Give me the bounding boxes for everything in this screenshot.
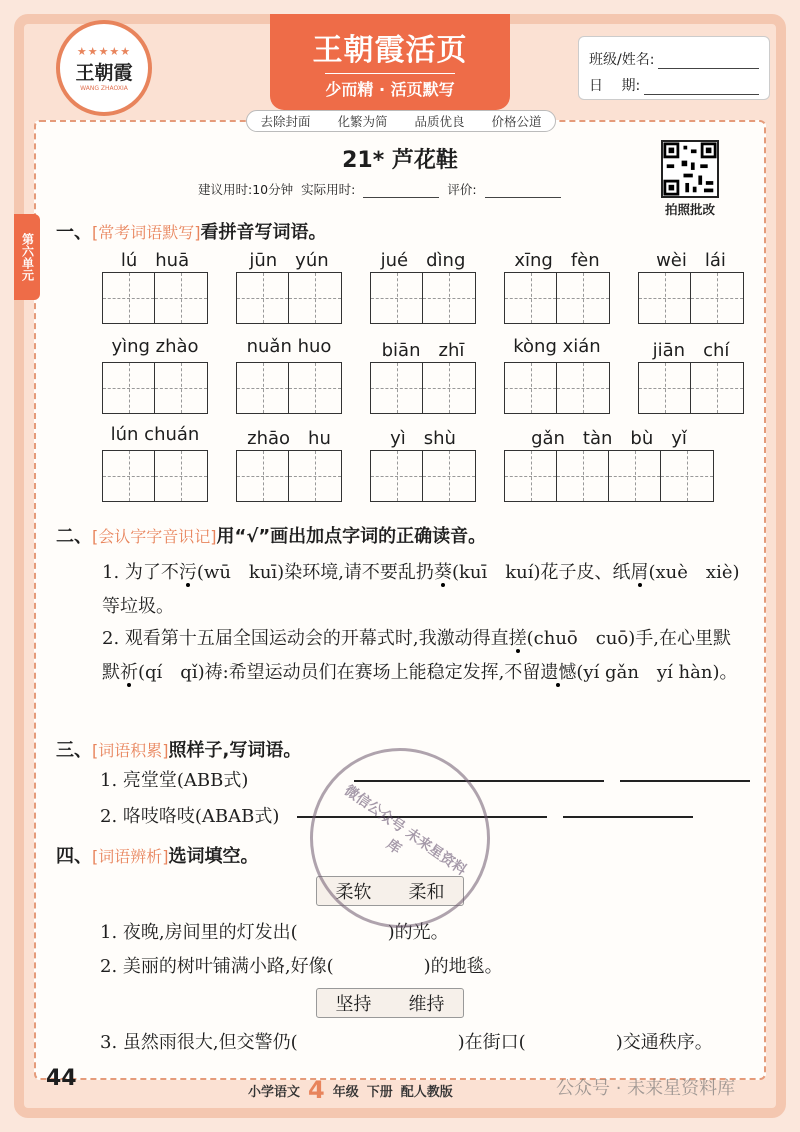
text: )在街口( [457,1032,526,1053]
character-boxes [638,272,744,324]
tianzige-cell[interactable] [557,273,609,323]
section4-num: 四、 [56,846,92,867]
dotted-char: 污 [178,562,197,583]
word-choice-box-2 [316,988,464,1018]
pinyin-item [102,336,208,414]
pinyin-item [370,336,476,414]
pinyin-text: nuǎn huo [246,336,332,357]
section3-num: 三、 [56,740,92,761]
pinyin-text: gǎn tàn bù yǐ [531,428,687,449]
pinyin-item [236,336,342,414]
section1-instruction: 看拼音写词语。 [200,222,327,243]
footer-subject: 小学语文 [248,1084,301,1100]
footer-term: 下册 [366,1084,393,1100]
tianzige-cell[interactable] [237,451,289,501]
slogan-item: 价格公道 [491,114,542,129]
text: (wū kuī)染环境,请不要乱扔 [196,562,434,583]
rating-blank[interactable] [485,186,561,198]
section2-heading [56,522,486,548]
title-banner [270,14,510,110]
date-label: 日 期: [589,78,641,94]
tianzige-cell[interactable] [639,273,691,323]
actual-time-blank[interactable] [363,186,439,198]
section2-question2 [56,622,746,690]
character-boxes [504,450,714,502]
answer-line[interactable] [620,780,750,782]
character-boxes [504,362,610,414]
text: (yí gǎn yí hàn)。 [576,662,738,683]
logo-small-text: WANG ZHAOXIA [80,84,128,92]
text: (kuī kuí)花子皮、纸 [451,562,631,583]
tianzige-cell[interactable] [289,451,341,501]
pinyin-text: xīng fèn [514,250,600,271]
pinyin-text: jiān chí [652,340,730,361]
word-choice: 柔和 [408,882,445,903]
actual-time-label: 实际用时: [301,182,356,197]
section3-tag: [词语积累] [92,741,169,760]
pinyin-item [370,424,476,502]
pinyin-text: yìng zhào [111,336,199,357]
pinyin-item [102,424,208,502]
character-boxes [102,450,208,502]
text: (chuō cuō)手,在心里默默 [102,628,732,683]
tianzige-cell[interactable] [609,451,661,501]
section4-question2 [100,950,790,984]
text: 2. 观看第十五届全国运动会的开幕式时,我激动得直 [102,628,509,649]
section2-tag: [会认字字音识记] [92,527,217,546]
page-number: 44 [46,1066,77,1091]
stamp-text: 微信公众号 未来星资料库 [341,782,470,879]
unit-side-tab [14,214,40,300]
tianzige-cell[interactable] [505,273,557,323]
text: 3. 虽然雨很大,但交警仍( [100,1032,298,1053]
banner-subtitle: 少而精 · 活页默写 [325,73,454,100]
tianzige-cell[interactable] [155,451,207,501]
section4-question3 [100,1026,790,1060]
tianzige-cell[interactable] [661,451,713,501]
pinyin-text: biān zhī [381,340,465,361]
dotted-char: 祈 [120,662,138,683]
tianzige-cell[interactable] [103,273,155,323]
section2-instruction: 用“√”画出加点字词的正确读音。 [216,526,487,547]
unit-tab-text: 第六单元 [20,233,35,281]
tianzige-cell[interactable] [691,273,743,323]
pinyin-item [370,246,476,324]
pinyin-text: jué dìng [380,250,466,271]
logo-brand-text: 王朝霞 [75,61,133,84]
section4-instruction: 选词填空。 [168,846,259,867]
text: 2. 美丽的树叶铺满小路,好像( [100,956,334,977]
tianzige-cell[interactable] [423,273,475,323]
section2-question1 [56,556,746,624]
section1-num: 一、 [56,222,92,243]
tianzige-cell[interactable] [423,451,475,501]
text: )的光。 [387,922,449,943]
footer-grade-label: 年级 [332,1084,359,1100]
pinyin-text: wèi lái [656,250,726,271]
character-boxes [236,272,342,324]
tianzige-cell[interactable] [289,363,341,413]
dotted-char: 搓 [508,628,527,649]
pinyin-text: kòng xián [513,336,601,357]
pinyin-item [504,246,610,324]
tianzige-cell[interactable] [691,363,743,413]
slogan-item: 去除封面 [260,114,311,129]
character-boxes [236,362,342,414]
slogan-item: 化繁为简 [337,114,388,129]
qr-label: 拍照批改 [664,202,715,217]
section1-heading [56,218,327,244]
section2-num: 二、 [56,526,92,547]
answer-line[interactable] [563,816,693,818]
tianzige-cell[interactable] [557,363,609,413]
tianzige-cell[interactable] [155,273,207,323]
watermark-text: 公众号 · 未来星资料库 [556,1078,736,1099]
pinyin-item [504,336,610,414]
tianzige-cell[interactable] [639,363,691,413]
tianzige-cell[interactable] [103,363,155,413]
qr-code-icon[interactable] [661,140,719,198]
tianzige-cell[interactable] [371,273,423,323]
tianzige-cell[interactable] [371,363,423,413]
pinyin-text: zhāo hu [247,428,331,449]
section4-question1 [100,916,790,950]
lesson-meta [198,180,618,198]
text: (xuè xiè)等垃圾。 [102,562,740,617]
slogan-item: 品质优良 [414,114,465,129]
tianzige-cell[interactable] [423,363,475,413]
text: 1. 夜晚,房间里的灯发出( [100,922,298,943]
character-boxes [236,450,342,502]
word-choice: 坚持 [335,994,372,1015]
text: 1. 为了不 [102,562,179,583]
banner-title: 王朝霞活页 [312,32,468,68]
tianzige-cell[interactable] [371,451,423,501]
student-info-box [578,36,770,100]
pinyin-text: lú huā [120,250,190,271]
character-boxes [370,272,476,324]
text: 2. 咯吱咯吱(ABAB式) [100,806,280,827]
rating-label: 评价: [447,182,477,197]
section3-instruction: 照样子,写词语。 [168,740,302,761]
section1-tag: [常考词语默写] [92,223,201,242]
character-boxes [102,272,208,324]
text: )交通秩序。 [615,1032,713,1053]
pinyin-item [504,424,714,502]
character-boxes [504,272,610,324]
tianzige-cell[interactable] [505,451,557,501]
dotted-char: 屑 [630,562,649,583]
pinyin-item [638,246,744,324]
tianzige-cell[interactable] [237,363,289,413]
pinyin-text: jūn yún [249,250,329,271]
word-choice: 柔软 [335,882,372,903]
section4-heading [56,842,259,868]
tianzige-cell[interactable] [557,451,609,501]
slogan-bar [246,110,556,132]
tianzige-cell[interactable] [103,451,155,501]
tianzige-cell[interactable] [237,273,289,323]
class-name-label: 班级/姓名: [589,52,655,68]
pinyin-text: lún chuán [110,424,200,445]
pinyin-item [638,336,744,414]
pinyin-item [236,424,342,502]
pinyin-item [236,246,342,324]
tianzige-cell[interactable] [505,363,557,413]
class-name-input-line[interactable] [658,55,759,69]
section4-tag: [词语辨析] [92,847,169,866]
brand-logo [56,20,152,116]
tianzige-cell[interactable] [155,363,207,413]
character-boxes [638,362,744,414]
footer-edition: 配人教版 [400,1084,453,1100]
pinyin-item [102,246,208,324]
character-boxes [102,362,208,414]
dotted-char: 遗憾 [540,662,577,683]
text: )的地毯。 [423,956,503,977]
pinyin-text: yì shù [390,428,456,449]
character-boxes [370,362,476,414]
section3-heading [56,736,301,762]
footer-grade-number: 4 [308,1076,325,1104]
text: (qí qǐ)祷:希望运动员们在赛场上能稳定发挥,不留 [138,662,541,683]
word-choice: 维持 [408,994,445,1015]
text: 1. 亮堂堂(ABB式) [100,770,249,791]
star-icons: ★★★★★ [76,44,132,58]
character-boxes [370,450,476,502]
footer-info [248,1078,453,1102]
dotted-char: 葵 [433,562,452,583]
suggested-time: 建议用时:10分钟 [198,182,294,197]
date-input-line[interactable] [644,81,759,95]
tianzige-cell[interactable] [289,273,341,323]
lesson-title: 21* 芦花鞋 [342,148,458,173]
